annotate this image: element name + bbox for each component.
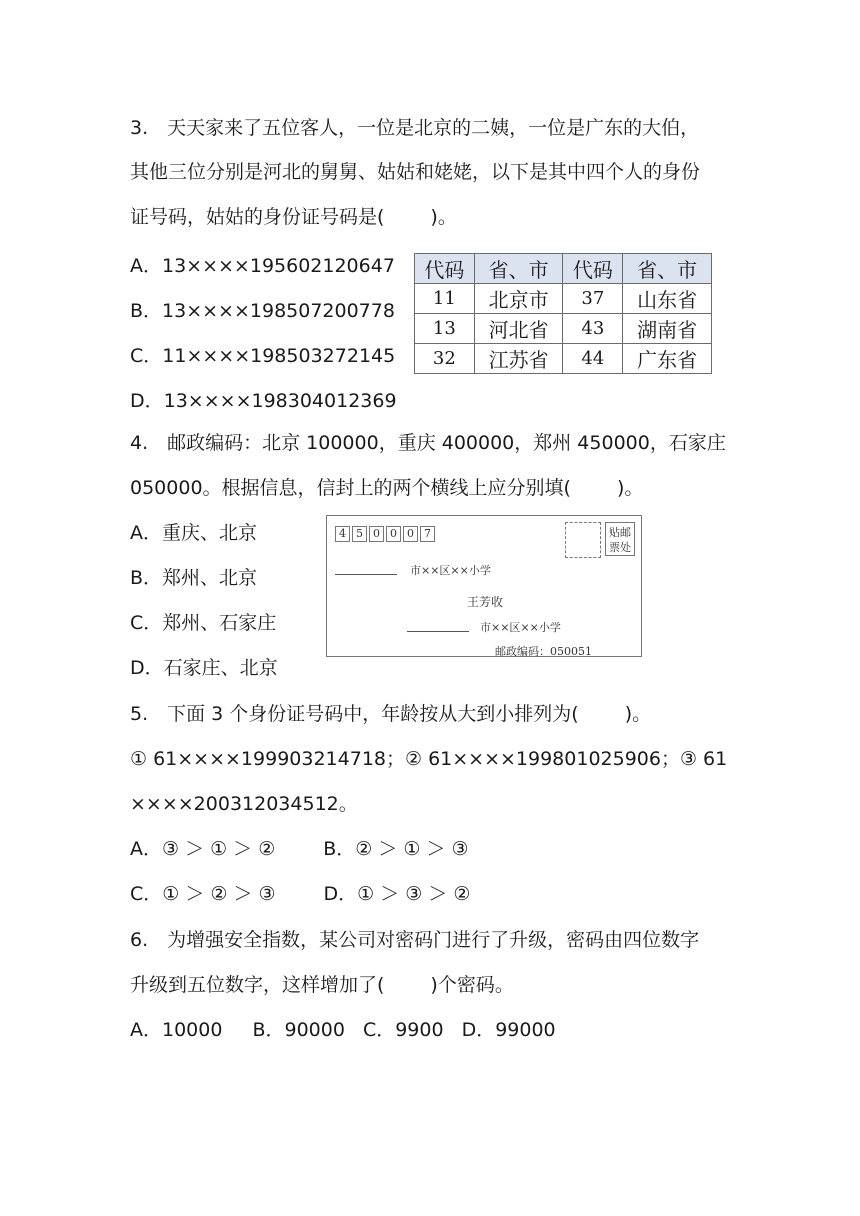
q5-options-row-1 [130,837,469,861]
table-cell: 江苏省 [474,344,563,374]
q4-option-a[interactable]: A．重庆、北京 [130,522,257,544]
table-row [415,314,712,344]
q6-option-b[interactable]: B．90000 [252,1019,345,1041]
q3-stem-line-2: 其他三位分别是河北的舅舅、姑姑和姥姥，以下是其中四个人的身份 [130,161,701,183]
table-cell: 37 [563,284,623,314]
q5-stem-line-1 [130,702,651,726]
zip-digit: 0 [386,526,401,542]
q3-stem-line-1: 3. 天天家来了五位客人，一位是北京的二姨，一位是广东的大伯， [130,117,700,139]
stamp-label-line-1: 贴邮 [609,526,631,539]
q6-option-c[interactable]: C．9900 [362,1019,444,1041]
table-cell: 32 [415,344,475,374]
q4-option-d[interactable]: D．石家庄、北京 [130,657,278,679]
table-cell: 44 [563,344,623,374]
sender-address: 市××区××小学 [480,621,561,634]
zip-digit: 7 [420,526,435,542]
sender-city-blank [407,631,469,632]
table-header-row [415,254,712,284]
region-code-table [414,253,712,374]
q6-option-a[interactable]: A．10000 [130,1019,223,1041]
q3-option-c[interactable]: C．11××××198503272145 [130,345,396,367]
q4-option-c[interactable]: C．郑州、石家庄 [130,612,277,634]
q5-option-c[interactable]: C．① ＞ ② ＞ ③ [130,883,276,905]
sender-zip-code: 邮政编码：050051 [495,645,592,658]
recipient-city-blank [335,574,397,575]
zip-digit: 4 [335,526,350,542]
recipient-name: 王芳收 [467,595,504,609]
q6-stem-line-2 [130,973,514,997]
q5-stem-end: )。 [624,703,652,725]
table-cell: 43 [563,314,623,344]
q5-option-a[interactable]: A．③ ＞ ① ＞ ② [130,838,276,860]
stamp-label-line-2: 票处 [609,541,631,554]
table-header: 省、市 [474,254,563,284]
table-cell: 13 [415,314,475,344]
table-cell: 北京市 [474,284,563,314]
q3-option-a[interactable]: A．13××××195602120647 [130,255,395,277]
q6-options-row [130,1018,556,1042]
q3-stem-end: )。 [430,206,457,228]
q6-stem-end: )个密码。 [430,974,514,996]
q5-option-b[interactable]: B．② ＞ ① ＞ ③ [323,838,469,860]
zip-code-boxes [335,526,435,542]
recipient-address: 市××区××小学 [410,564,491,577]
stamp-label [605,522,635,556]
table-header: 省、市 [623,254,712,284]
table-cell: 山东省 [623,284,712,314]
q3-stem-text: 证号码，姑姑的身份证号码是( [130,206,385,228]
table-cell: 湖南省 [623,314,712,344]
q3-stem-line-3 [130,205,457,229]
table-header: 代码 [563,254,623,284]
zip-digit: 0 [403,526,418,542]
q5-id-list-line-1: ① 61××××199903214718；② 61××××199801025906；③ 61 [130,748,728,770]
q4-stem-line-1: 4. 邮政编码：北京 100000，重庆 400000，郑州 450000，石家庄 [130,432,726,454]
table-cell: 河北省 [474,314,563,344]
stamp-frame [565,522,601,558]
q3-option-b[interactable]: B．13××××198507200778 [130,300,395,322]
zip-digit: 5 [352,526,367,542]
table-row [415,344,712,374]
q4-option-b[interactable]: B．郑州、北京 [130,567,258,589]
q4-stem-text: 050000。根据信息，信封上的两个横线上应分别填( [130,477,571,499]
q6-option-d[interactable]: D．99000 [461,1019,556,1041]
q5-stem-text: 5. 下面 3 个身份证号码中，年龄按从大到小排列为( [130,703,579,725]
q3-option-d[interactable]: D．13××××198304012369 [130,390,397,412]
table-cell: 广东省 [623,344,712,374]
q6-stem-text: 升级到五位数字，这样增加了( [130,974,385,996]
q4-stem-line-2 [130,476,643,500]
table-header: 代码 [415,254,475,284]
envelope-illustration [326,515,642,657]
zip-digit: 0 [369,526,384,542]
q5-id-list-line-2: ××××200312034512。 [130,793,358,815]
q4-stem-end: )。 [616,477,644,499]
table-row [415,284,712,314]
q6-stem-line-1: 6. 为增强安全指数，某公司对密码门进行了升级，密码由四位数字 [130,929,700,951]
q5-options-row-2 [130,882,470,906]
stamp-area [565,522,635,558]
table-cell: 11 [415,284,475,314]
q5-option-d[interactable]: D．① ＞ ③ ＞ ② [323,883,471,905]
